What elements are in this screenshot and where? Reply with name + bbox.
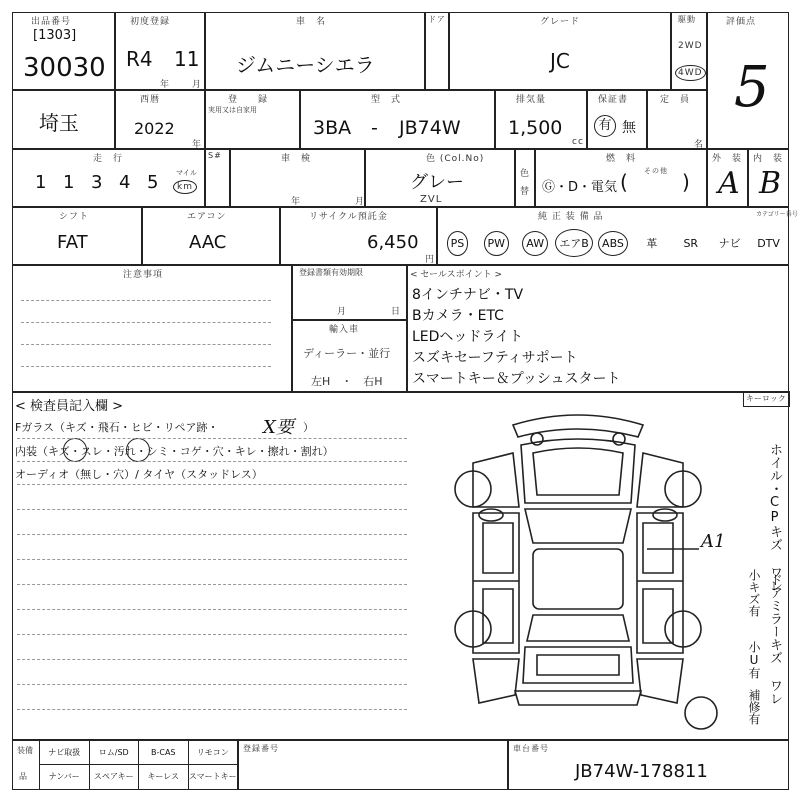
- year-mark-2: 年: [192, 140, 203, 150]
- sales-box: [407, 265, 789, 392]
- equipment-item: エアB: [555, 229, 593, 257]
- capacity-box: [647, 90, 707, 149]
- drive-4wd: 4WD: [675, 65, 706, 81]
- chassis-box: [508, 740, 789, 790]
- interior-stain-circle: [126, 438, 150, 462]
- expiry-label: 登録書類有効期限: [299, 268, 363, 277]
- equipment-item: AW: [522, 231, 548, 256]
- color-change-box: [515, 149, 535, 207]
- equipment-item: ナビ: [718, 237, 741, 250]
- interior-scratch-circle: [63, 438, 87, 462]
- recycle-label: リサイクル預託金: [309, 212, 388, 222]
- equipment-item: 革: [646, 237, 658, 250]
- warranty-no: 無: [622, 120, 636, 136]
- footer-cell-navi: ナビ取扱: [39, 741, 89, 765]
- warranty-label: 保証書: [598, 95, 629, 105]
- audio-line: オーディオ（無し・穴）/ タイヤ（スタッドレス）: [15, 468, 263, 481]
- inspector-title: < 検査員記入欄 >: [15, 399, 124, 414]
- interior-label: 内 装: [753, 154, 784, 164]
- side-note-5: 補修有: [747, 689, 761, 725]
- car-name-box: [205, 12, 425, 90]
- reg-label: 登 録: [228, 95, 269, 105]
- equipment-cell: [594, 222, 633, 264]
- color-code: ZVL: [420, 194, 443, 205]
- sales-point-1: 8インチナビ・TV: [412, 287, 524, 303]
- equipment-item: SR: [683, 236, 699, 250]
- mileage-digit-3: 3: [91, 172, 103, 193]
- grade-label: グレード: [540, 17, 581, 27]
- side-note-4: 小U有: [747, 641, 761, 679]
- exterior-label: 外 装: [712, 154, 743, 164]
- import-label: 輸入車: [329, 325, 360, 335]
- handle: 左H ・ 右H: [311, 375, 383, 388]
- drive-box: [671, 12, 707, 90]
- footer-side-bottom: 品: [19, 772, 28, 781]
- import-dealer: ディーラー・並行: [303, 347, 391, 360]
- side-note-3: 小キズ有: [747, 569, 761, 617]
- footer-equip-box: [12, 740, 238, 790]
- expiry-box: [292, 265, 407, 320]
- ac-label: エアコン: [187, 212, 227, 222]
- lot-code: [1303]: [33, 28, 77, 43]
- exterior: A: [718, 166, 740, 201]
- mileage-digit-2: 1: [63, 172, 75, 193]
- reg-no-label: 登録番号: [243, 744, 279, 753]
- expiry-month: 月: [337, 307, 348, 317]
- mileage-label: 走 行: [93, 154, 124, 164]
- fuel-paren-open: (: [620, 170, 628, 194]
- footer-cell-number: ナンバー: [39, 765, 89, 789]
- equipment-item: PW: [484, 231, 510, 256]
- lot-label: 出品番号: [31, 17, 72, 27]
- sales-point-2: Bカメラ・ETC: [412, 308, 504, 324]
- region-box: [12, 90, 115, 149]
- category-label: カテゴリー番号: [756, 211, 798, 218]
- caution-box: [12, 265, 292, 392]
- side-note-2: ドアミラーキズ ワレ: [767, 573, 782, 705]
- color-label: 色 (Col.No): [426, 154, 485, 164]
- fuel-label: 燃 料: [606, 154, 637, 164]
- equipment-label: 純 正 装 備 品: [538, 212, 604, 222]
- side-note-1: ホイル・CPキズ ワレ: [767, 443, 782, 592]
- reg-box: [205, 90, 300, 149]
- equipment-cell: [516, 222, 555, 264]
- expiry-day: 日: [391, 307, 402, 317]
- capacity-label: 定 員: [660, 95, 691, 105]
- year: 2022: [134, 119, 175, 138]
- year-label: 西暦: [140, 95, 161, 105]
- equipment-cell: [438, 222, 477, 264]
- chassis: JB74W-178811: [575, 761, 708, 782]
- equipment-item: DTV: [757, 236, 780, 250]
- interior: B: [759, 166, 782, 201]
- equipment-item: PS: [447, 231, 469, 256]
- sales-point-5: スマートキー＆プッシュスタート: [412, 371, 621, 387]
- equipment-item: ABS: [598, 231, 628, 256]
- caution-label: 注意事項: [123, 270, 164, 280]
- month-mark: 月: [192, 80, 203, 90]
- car-name-label: 車 名: [296, 17, 327, 27]
- door-box: [425, 12, 449, 90]
- sharp-box: [205, 149, 230, 207]
- sales-point-3: LEDヘッドライト: [412, 329, 524, 345]
- insp-year: 年: [291, 197, 302, 207]
- equipment-cell: [671, 222, 710, 264]
- footer-cell-keyless: キーレス: [138, 765, 188, 789]
- lot-box: [12, 12, 115, 90]
- reg-no-box: [238, 740, 508, 790]
- footer-cell-smartkey: スマートキー: [188, 765, 238, 789]
- keylock-box: [743, 391, 790, 407]
- recycle: 6,450: [367, 232, 419, 253]
- car-diagram: [433, 403, 726, 733]
- inspection-box: [230, 149, 365, 207]
- color-box: [365, 149, 515, 207]
- mileage-digit-5: 5: [147, 172, 159, 193]
- equipment-cell: [555, 222, 594, 264]
- exterior-box: [707, 149, 748, 207]
- diagram-mark: A1: [701, 531, 726, 552]
- type-box: [300, 90, 495, 149]
- fuel-box: [535, 149, 707, 207]
- footer-cell-spare: スペアキー: [89, 765, 139, 789]
- equipment-cell: [477, 222, 516, 264]
- grade-box: [449, 12, 671, 90]
- type-dash: -: [371, 117, 378, 139]
- score: 5: [734, 55, 770, 120]
- score-box: [707, 12, 789, 149]
- color-change-1: 色: [520, 169, 531, 179]
- year-mark: 年: [160, 80, 171, 90]
- first-reg-box: [115, 12, 205, 90]
- footer-side-top: 装備: [17, 746, 33, 755]
- sharp-label: S#: [208, 151, 222, 160]
- displacement: 1,500: [508, 117, 563, 139]
- mileage-digit-4: 4: [119, 172, 131, 193]
- insp-month: 月: [355, 197, 366, 207]
- mileage-box: [12, 149, 205, 207]
- lot-number: 30030: [23, 53, 106, 83]
- chassis-label: 車台番号: [513, 744, 549, 753]
- mileage-digit-1: 1: [35, 172, 47, 193]
- type-prefix: 3BA: [313, 117, 352, 139]
- glass-close: ）: [303, 421, 314, 434]
- glass-hand: X要: [263, 417, 294, 438]
- equipment-box: [437, 207, 798, 265]
- ac-box: [142, 207, 280, 265]
- equipment-cell: [632, 222, 671, 264]
- fuel-other: その他: [644, 167, 668, 175]
- footer-cell-bcas: B-CAS: [138, 741, 188, 765]
- car-name: ジムニーシエラ: [236, 53, 375, 77]
- mileage-unit-top: マイル: [176, 169, 197, 177]
- sales-point-4: スズキセーフティサポート: [412, 350, 578, 366]
- cc-label: cc: [572, 137, 584, 147]
- score-label: 評価点: [726, 17, 757, 27]
- type-label: 型 式: [371, 95, 402, 105]
- color-change-2: 替: [520, 187, 531, 197]
- first-reg-era: R4: [126, 47, 153, 71]
- door-label: ドア: [428, 15, 446, 24]
- shift: FAT: [57, 232, 88, 253]
- shift-box: [12, 207, 142, 265]
- equipment-cell: [710, 222, 749, 264]
- fuel-options: Ⓖ・D・電気: [542, 180, 618, 195]
- warranty-box: [587, 90, 647, 149]
- fuel-paren-close: ): [682, 170, 690, 194]
- first-reg-month: 11: [174, 47, 200, 71]
- recycle-box: [280, 207, 437, 265]
- equipment-cell: [749, 222, 788, 264]
- keylock-label: キーロック: [746, 394, 786, 403]
- footer-grid: [39, 741, 237, 789]
- drive-2wd: 2WD: [678, 41, 703, 51]
- glass-line: Fガラス（キズ・飛石・ヒビ・リペア跡・: [15, 421, 219, 434]
- inspector-box: [12, 392, 789, 740]
- capacity-unit: 名: [694, 140, 705, 150]
- region: 埼玉: [39, 111, 79, 135]
- warranty-yes: 有: [594, 115, 616, 137]
- type-model: JB74W: [399, 117, 461, 139]
- mileage-unit: km: [173, 180, 197, 194]
- footer-cell-rom: ロム/SD: [89, 741, 139, 765]
- displacement-box: [495, 90, 587, 149]
- first-reg-label: 初度登録: [130, 17, 171, 27]
- color: グレー: [410, 172, 464, 193]
- interior-line: 内装（キズ・スレ・汚れ・シミ・コゲ・穴・キレ・擦れ・割れ）: [15, 445, 334, 458]
- drive-label: 駆動: [678, 15, 696, 24]
- ac: AAC: [189, 232, 227, 253]
- interior-box: [748, 149, 789, 207]
- import-box: [292, 320, 407, 392]
- reg-note: 実用又は自家用: [208, 106, 257, 114]
- year-box: [115, 90, 205, 149]
- grade: JC: [550, 49, 570, 73]
- equipment-row: [438, 222, 788, 264]
- yen-label: 円: [425, 255, 436, 265]
- shift-label: シフト: [59, 212, 90, 222]
- sales-label: < セールスポイント >: [410, 270, 502, 280]
- displacement-label: 排気量: [516, 95, 547, 105]
- inspection-label: 車 検: [281, 154, 312, 164]
- footer-cell-remote: リモコン: [188, 741, 238, 765]
